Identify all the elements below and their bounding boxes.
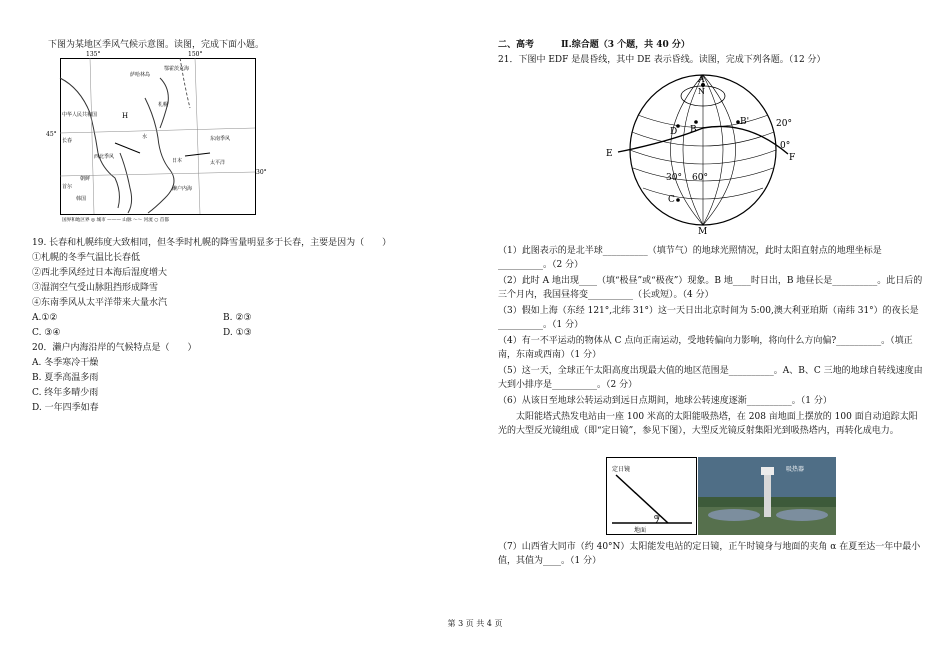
solar-paragraph: 太阳能塔式热发电站由一座 100 米高的太阳能吸热塔，在 208 亩地面上摆放的 100 面自动追踪太阳光的大型反光镜组成（即“定日镜”，参见下图），大型反光镜反射集阳光到吸热塔内，再转化成电力。 — [498, 412, 918, 436]
globe-label-c: C — [668, 195, 675, 205]
map-lon-150: 150° — [188, 51, 203, 58]
q20-option-c: C. 终年多晴少雨 — [32, 388, 99, 398]
globe-diagram — [606, 70, 798, 237]
globe-label-a: A — [698, 75, 705, 85]
q20-stem: 20．濑户内海沿岸的气候特点是（ ） — [32, 343, 197, 353]
q19-option-a: A.①② — [32, 313, 58, 323]
map-label-korea-s: 韩国 — [76, 196, 87, 202]
map-label-se-monsoon: 东南季风 — [210, 136, 231, 142]
q21-sub-5: （5）这一天，全球正午太阳高度出现最大值的地区范围是__________。A、B、C 三地的地球自转线速度由大到小排序是__________。（2 分） — [498, 366, 923, 390]
q21-sub-1: （1）此图表示的是北半球__________（填节气）的地球光照情况，此时太阳直射点的地理坐标是__________。（2 分） — [498, 246, 882, 270]
q19-option-d: D. ①③ — [223, 328, 252, 338]
globe-label-d: D — [670, 127, 678, 137]
q19-item-4: ④东南季风从太平洋带来大量水汽 — [32, 298, 168, 308]
globe-label-30deg: 30° — [666, 173, 682, 183]
fig-mirror-label: 定日镜 — [612, 466, 631, 473]
q19-stem: 19. 长春和札幌纬度大致相同，但冬季时札幌的降雪量明显多于长春，主要是因为（ ） — [32, 238, 392, 248]
globe-label-0deg: 0° — [780, 141, 791, 151]
heliostat-figure — [606, 457, 836, 535]
map-label-h: H — [122, 112, 129, 120]
q21-sub-4: （4）有一不平运动的物体从 C 点向正南运动，受地转偏向力影响，将向什么方向偏?__________。（填正南，东南或西南）（1 分） — [498, 336, 913, 360]
map-label-okhotsk: 鄂霍茨克海 — [164, 66, 190, 72]
monsoon-map — [46, 51, 267, 223]
map-label-pacific: 太平洋 — [210, 160, 226, 166]
section-title: 二、高考 Ⅱ.综合题（3 个题，共 40 分） — [498, 40, 690, 50]
globe-label-b: B — [690, 125, 697, 135]
map-lat-45: 45° — [46, 131, 57, 138]
map-label-seto: 濑户内海 — [172, 186, 193, 192]
fig-tower-label: 吸热器 — [786, 466, 805, 473]
q20-option-d: D. 一年四季如春 — [32, 403, 99, 413]
q21-sub-6: （6）从该日至地球公转运动到远日点期间，地球公转速度逐渐__________。（1 分） — [498, 396, 832, 406]
map-label-japan: 日本 — [172, 158, 183, 164]
fig-ground: 地面 — [634, 527, 647, 534]
map-label-china: 中华人民共和国 — [62, 112, 98, 118]
map-lon-135: 135° — [86, 51, 101, 58]
map-label-changchun: 长春 — [62, 138, 73, 144]
globe-label-n: N — [698, 87, 705, 96]
q19-item-1: ①札幌的冬季气温比长春低 — [32, 253, 141, 263]
fig-alpha: α — [654, 513, 659, 521]
q21-sub-3: （3）假如上海（东经 121°,北纬 31°）这一天日出北京时间为 5:00,澳大利亚珀斯（南纬 31°）的夜长是__________。（1 分） — [498, 306, 919, 330]
map-label-sapporo: 札幌 — [158, 102, 169, 108]
page-footer: 第 3 页 共 4 页 — [447, 619, 503, 628]
q19-item-3: ③湿润空气受山脉阻挡形成降雪 — [32, 283, 159, 293]
q19-option-b: B. ②③ — [223, 313, 252, 323]
globe-label-b-prime: B' — [740, 117, 750, 127]
map-label-seoul: 首尔 — [62, 184, 73, 190]
globe-label-m: M — [698, 227, 708, 237]
globe-label-f: F — [789, 153, 796, 163]
map-lat-30: 30° — [256, 169, 267, 176]
q21-intro: 21．下图中 EDF 是晨昏线，其中 DE 表示昏线。读图，完成下列各题。（12 分） — [498, 55, 826, 65]
q19-item-2: ②西北季风经过日本海后湿度增大 — [32, 268, 168, 278]
q20-option-b: B. 夏季高温多雨 — [32, 373, 99, 383]
map-label-water: 水 — [142, 134, 148, 140]
globe-label-e: E — [606, 149, 613, 159]
map-label-nw-monsoon: 西北季风 — [94, 154, 115, 160]
q21-sub-2: （2）此时 A 地出现____（填“极昼”或“极夜”）现象。B 地____时日出，B 地昼长是__________。此日后的三个月内，我国昼将变__________（长或短）。（4 分） — [498, 276, 923, 300]
globe-label-20deg: 20° — [776, 119, 792, 129]
q20-option-a: A. 冬季寒冷干燥 — [32, 358, 99, 368]
q19-option-c: C. ③④ — [32, 328, 61, 338]
globe-label-60deg: 60° — [692, 173, 708, 183]
q21-sub-7: （7）山西省大同市（约 40°N）太阳能发电站的定日镜，正午时镜身与地面的夹角 α 在夏至达一年中最小值，其值为____。（1 分） — [498, 542, 921, 566]
left-intro: 下图为某地区季风气候示意图。读图，完成下面小题。 — [48, 40, 265, 50]
map-label-sakhalin: 萨哈林岛 — [130, 72, 151, 78]
map-legend: 国界和地区界 ◎ 城市 ——— 山脉 ～～ 河流 ○ 首都 — [62, 218, 169, 223]
map-label-korea-n: 朝鲜 — [80, 176, 91, 182]
